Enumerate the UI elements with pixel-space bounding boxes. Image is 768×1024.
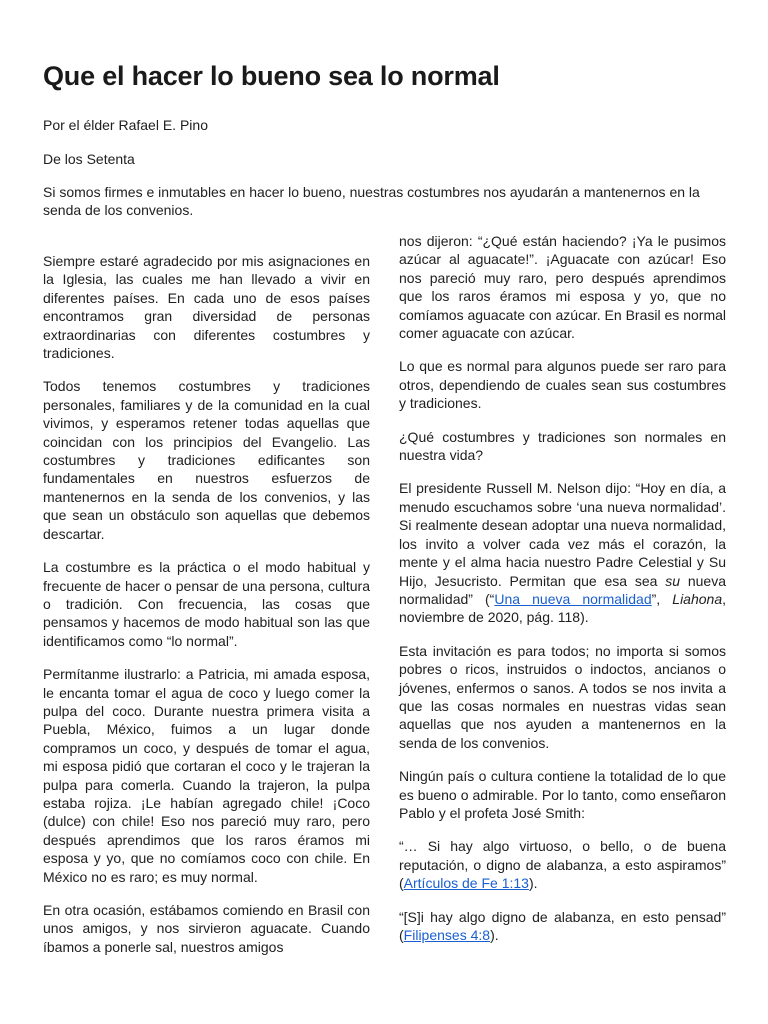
link-filipenses[interactable]: Filipenses 4:8 xyxy=(403,927,491,943)
text-segment: nueva normalidad” (“ xyxy=(399,572,726,607)
paragraph: Permítanme ilustrarlo: a Patricia, mi amada esposa, le encanta tomar el agua de coco y luego comer la pulpa del coco. Durante nuestra primera visita a Puebla, México, fuimos a un lugar donde compramos un coco, y después de tomar el agua, mi esposa pidió que cortaran el coco y le trajeran la pulpa para comerla. Cuando la trajeron, la pulpa estaba rojiza. ¡Le habían agregado chile! ¡Coco (dulce) con chile! Eso nos pareció muy raro, pero después aprendimos que los raros éramos mi esposa y yo, que no comíamos coco con chile. En México no es raro; es muy normal. xyxy=(43,666,370,885)
text-segment: El presidente Russell M. Nelson dijo: “Hoy en día, a menudo escuchamos sobre ‘una nueva normalidad’. Si realmente desean adoptar una nueva normalidad, los invito a volver cada vez más el corazón, la mente y el alma hacia nuestro Padre Celestial y Su Hijo, Jesucristo. Permitan que esa sea xyxy=(399,480,726,589)
paragraph: Todos tenemos costumbres y tradiciones personales, familiares y de la comunidad en la cual vivimos, y esperamos retener todas aquellas que coincidan con los principios del Evangelio. Las costumbres y tradiciones edificantes son fundamentales en nuestros esfuerzos de mantenernos en la senda de los convenios, y las que sean un obstáculo son aquellas que debemos descartar. xyxy=(43,378,370,542)
link-articulos-de-fe[interactable]: Artículos de Fe 1:13 xyxy=(403,875,529,892)
paragraph: Esta invitación es para todos; no importa si somos pobres o ricos, instruidos o indoctos, ancianos o jóvenes, enfermos o sanos. A todos se nos invita a que las cosas normales en nuestras vidas sean aquellas que nos ayuden a mantenernos en la senda de los convenios. xyxy=(399,642,726,751)
author-role: De los Setenta xyxy=(43,151,135,167)
paragraph: ¿Qué costumbres y tradiciones son normales en nuestra vida? xyxy=(399,428,726,464)
left-column xyxy=(43,232,370,971)
text-segment: , noviembre de 2020, pág. 118). xyxy=(399,590,726,626)
emphasis-text: su xyxy=(665,572,681,589)
text-segment: “… Si hay algo virtuoso, o bello, o de buena reputación, o digno de alabanza, a esto aspiramos” ( xyxy=(399,838,726,892)
article-header xyxy=(43,58,726,233)
text-segment: ). xyxy=(490,927,499,943)
lead-paragraph: Si somos firmes e inmutables en hacer lo bueno, nuestras costumbres nos ayudarán a mantenernos en la senda de los convenios. xyxy=(43,184,700,218)
articles-of-faith-quote xyxy=(399,837,726,892)
paragraph: Siempre estaré agradecido por mis asignaciones en la Iglesia, las cuales me han llevado a vivir en diferentes países. En cada uno de esos países encontramos gran diversidad de personas extraordinarias con diferentes costumbres y tradiciones. xyxy=(43,253,370,362)
paragraph: La costumbre es la práctica o el modo habitual y frecuente de hacer o pensar de una persona, cultura o tradición. Con frecuencia, las cosas que pensamos y hacemos de modo habitual son las que identificamos como “lo normal”. xyxy=(43,559,370,649)
paragraph: nos dijeron: “¿Qué están haciendo? ¡Ya le pusimos azúcar al aguacate!”. ¡Aguacate con azúcar! Eso nos pareció muy raro, pero después aprendimos que los raros éramos mi esposa y yo, que no comíamos aguacate con azúcar. En Brasil es normal comer aguacate con azúcar. xyxy=(399,233,726,342)
paragraph: Lo que es normal para algunos puede ser raro para otros, dependiendo de cuales sean sus costumbres y tradiciones. xyxy=(399,358,726,412)
right-column xyxy=(399,232,726,971)
philippians-quote xyxy=(399,908,726,945)
text-segment: “[S]i hay algo digno de alabanza, en esto pensad” ( xyxy=(399,908,726,943)
text-segment: ”, xyxy=(651,590,673,607)
emphasis-text: Liahona xyxy=(672,590,723,607)
nelson-quote-paragraph xyxy=(399,479,726,626)
text-segment: ). xyxy=(528,875,538,892)
author-byline: Por el élder Rafael E. Pino xyxy=(43,117,208,133)
page-title: Que el hacer lo bueno sea lo normal xyxy=(43,61,500,91)
paragraph: Ningún país o cultura contiene la totalidad de lo que es bueno o admirable. Por lo tanto, como enseñaron Pablo y el profeta José Smith: xyxy=(399,768,726,821)
paragraph: En otra ocasión, estábamos comiendo en Brasil con unos amigos, y nos sirvieron aguacate. Cuando íbamos a ponerle sal, nuestros amigos xyxy=(43,902,370,955)
article-body xyxy=(43,232,726,971)
link-una-nueva-normalidad[interactable]: Una nueva normalidad xyxy=(494,590,652,607)
